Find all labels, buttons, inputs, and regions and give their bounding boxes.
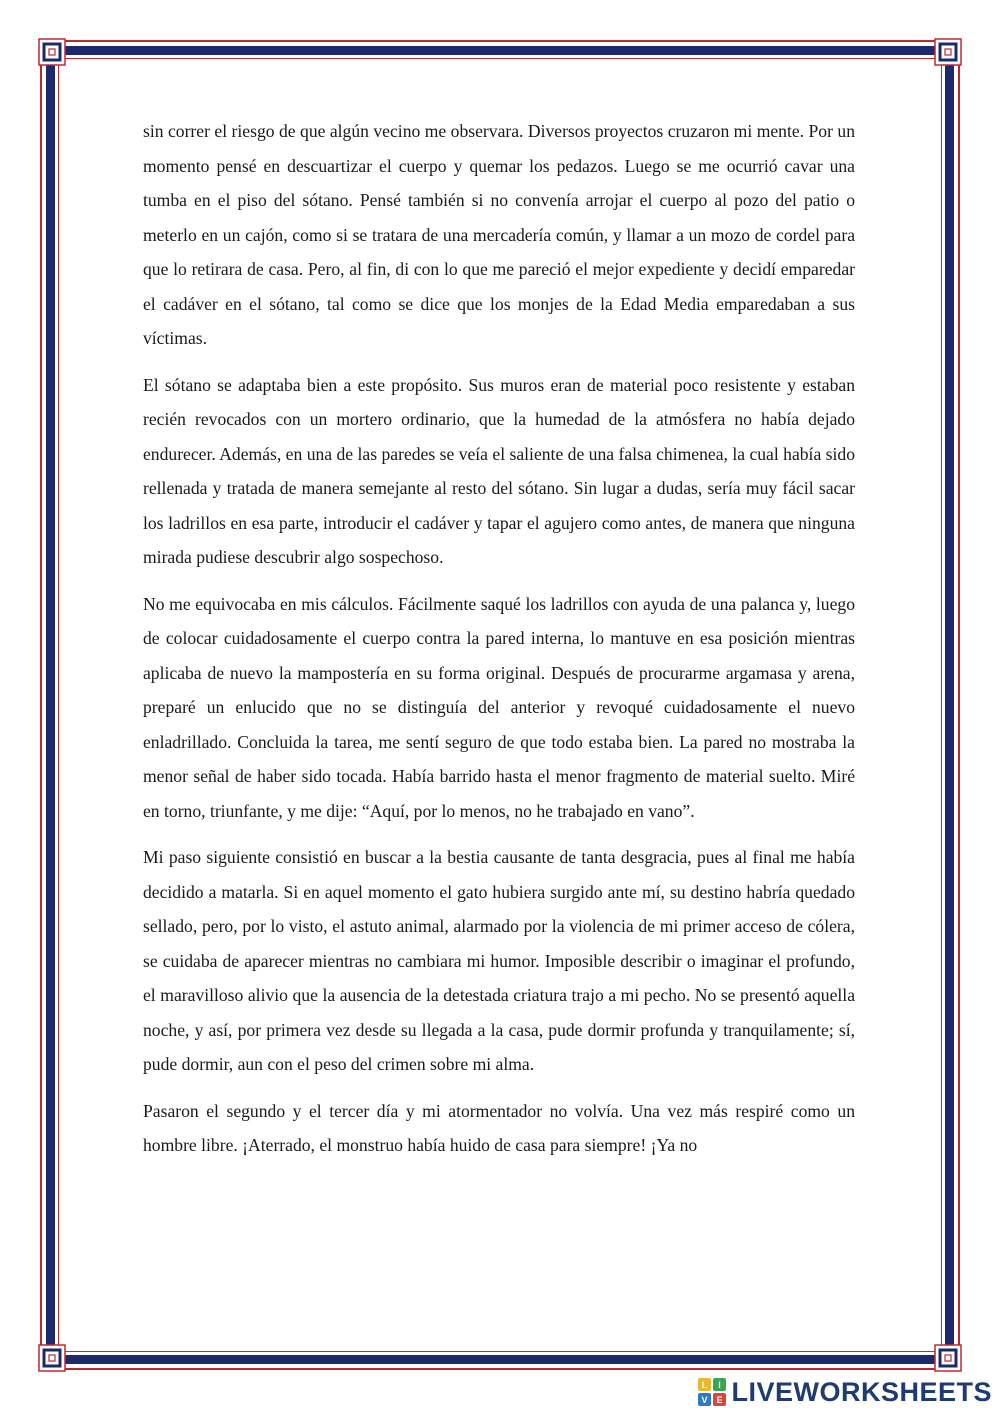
watermark-text: LIVEWORKSHEETS (731, 1376, 992, 1407)
svg-text:I: I (718, 1380, 722, 1390)
liveworksheets-watermark (697, 1375, 992, 1409)
corner-ornament-top-left (38, 38, 66, 66)
corner-ornament-bottom-right (934, 1344, 962, 1372)
story-text (143, 114, 855, 1175)
corner-ornament-top-right (934, 38, 962, 66)
paragraph-2: El sótano se adaptaba bien a este propósito. Sus muros eran de material poco resistente y estaban recién revocados con un mortero ordinario, que la humedad de la atmósfera no había dejado endurecer. Además, en una de las paredes se veía el saliente de una falsa chimenea, la cual había sido rellenada y tratada de manera semejante al resto del sótano. Sin lugar a dudas, sería muy fácil sacar los ladrillos en esa parte, introducir el cadáver y tapar el agujero como antes, de manera que ninguna mirada pudiese descubrir algo sospechoso. (143, 374, 855, 567)
paragraph-3: No me equivocaba en mis cálculos. Fácilmente saqué los ladrillos con ayuda de una palanca y, luego de colocar cuidadosamente el cuerpo contra la pared interna, lo mantuve en esa posición mientras aplicaba de nuevo la mampostería en su forma original. Después de procurarme argamasa y arena, preparé un enlucido que no se distinguía del anterior y revoqué cuidadosamente el nuevo enladrillado. Concluida la tarea, me sentí seguro de que todo estaba bien. La pared no mostraba la menor señal de haber sido tocada. Había barrido hasta el menor fragmento de material suelto. Miré en torno, triunfante, y me dije: “Aquí, por lo menos, no he trabajado en vano”. (143, 593, 855, 821)
paragraph-1: sin correr el riesgo de que algún vecino me observara. Diversos proyectos cruzaron mi mente. Por un momento pensé en descuartizar el cuerpo y quemar los pedazos. Luego se me ocurrió cavar una tumba en el piso del sótano. Pensé también si no convenía arrojar el cuerpo al pozo del patio o meterlo en un cajón, como si se tratara de una mercadería común, y llamar a un mozo de cordel para que lo retirara de casa. Pero, al fin, di con lo que me pareció el mejor expediente y decidí emparedar el cadáver en el sótano, tal como se dice que los monjes de la Edad Media emparedaban a sus víctimas. (143, 121, 855, 348)
svg-text:E: E (716, 1395, 723, 1405)
svg-text:L: L (702, 1380, 708, 1390)
paragraph-4: Mi paso siguiente consistió en buscar a la bestia causante de tanta desgracia, pues al final me había decidido a matarla. Si en aquel momento el gato hubiera surgido ante mí, su destino habría quedado sellado, pero, por lo visto, el astuto animal, alarmado por la violencia de mi primer acceso de cólera, se cuidaba de aparecer mientras no cambiara mi humor. Imposible describir o imaginar el profundo, el maravilloso alivio que la ausencia de la detestada criatura trajo a mi pecho. No se presentó aquella noche, y así, por primera vez desde su llegada a la casa, pude dormir profunda y tranquilamente; sí, pude dormir, aun con el peso del crimen sobre mi alma. (143, 847, 855, 1074)
svg-text:V: V (701, 1395, 708, 1405)
corner-ornament-bottom-left (38, 1344, 66, 1372)
liveworksheets-logo-icon (697, 1377, 727, 1407)
paragraph-5: Pasaron el segundo y el tercer día y mi atormentador no volvía. Una vez más respiré como un hombre libre. ¡Aterrado, el monstruo había huido de casa para siempre! ¡Ya no (143, 1100, 855, 1155)
